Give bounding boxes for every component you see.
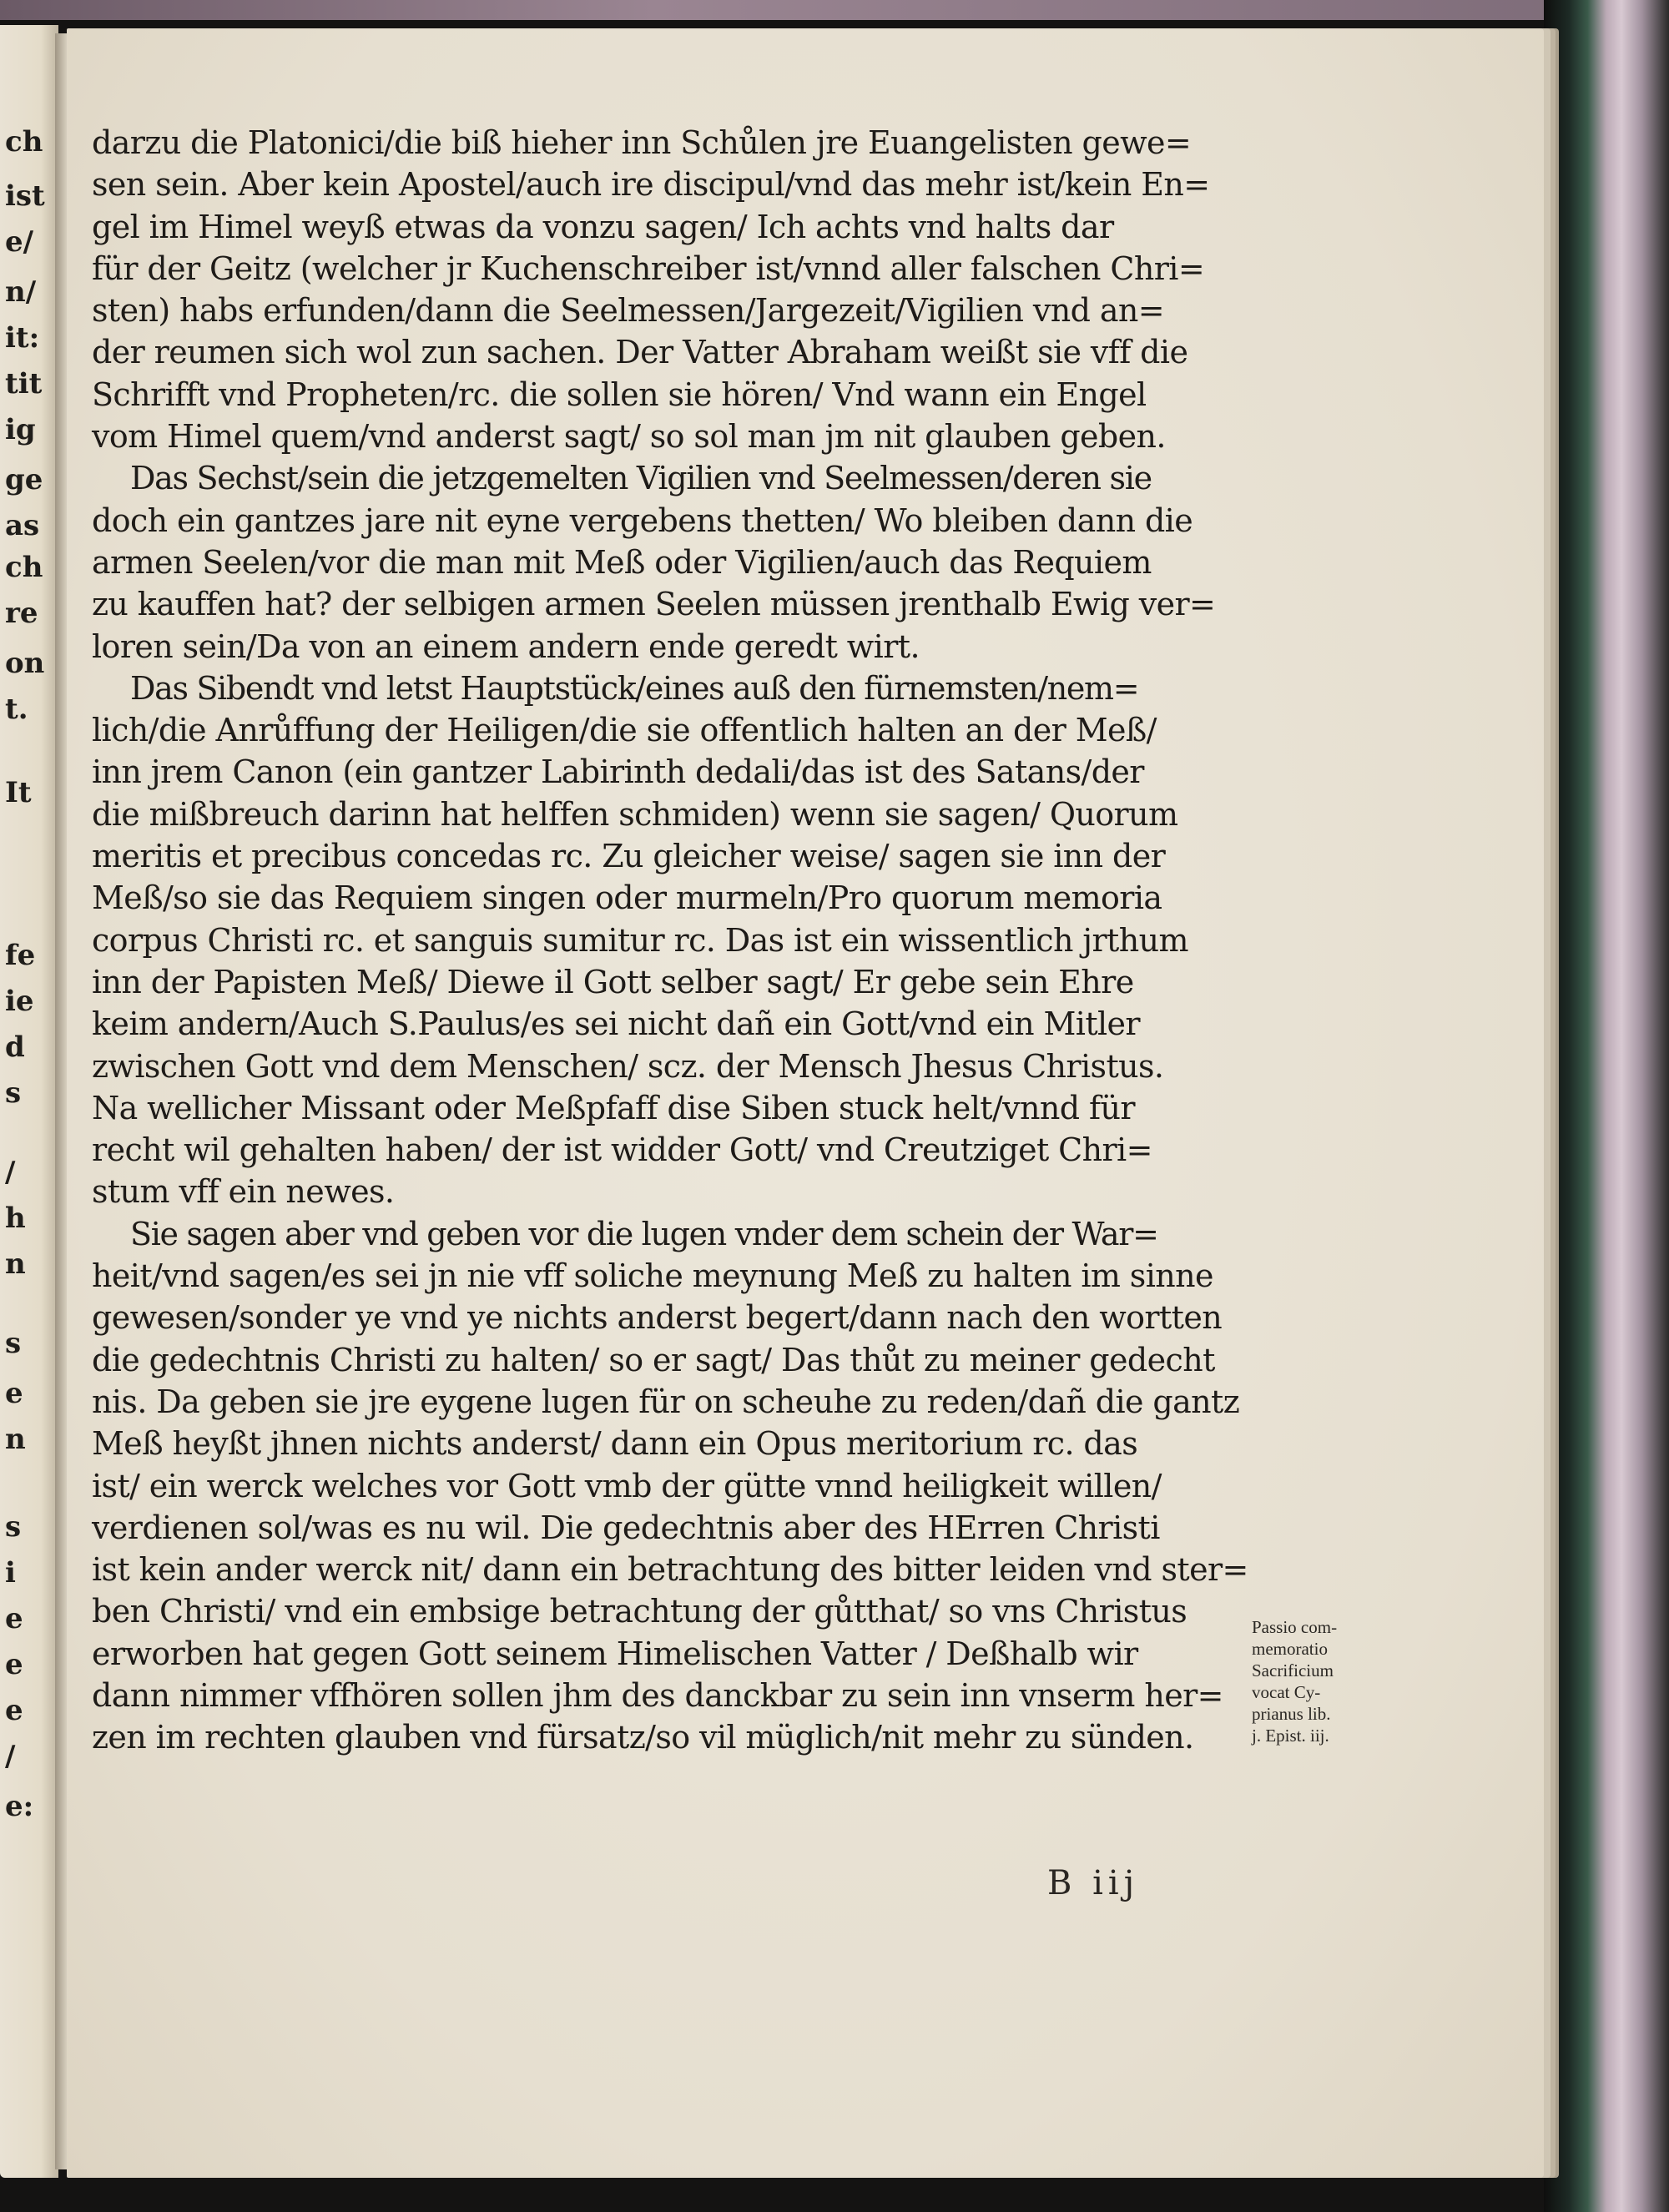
previous-page-text-fragment: e: bbox=[5, 1790, 34, 1823]
book-cover-right-edge bbox=[1544, 0, 1669, 2212]
text-line: sten) habs erfunden/dann die Seelmessen/Jargezeit/Vigilien vnd an= bbox=[92, 292, 1165, 330]
previous-page-text-fragment: i bbox=[5, 1556, 16, 1590]
margin-note-line: Sacrificium bbox=[1252, 1660, 1334, 1680]
text-line: gel im Himel weyß etwas da vonzu sagen/ Ich achts vnd halts dar bbox=[92, 208, 1114, 245]
text-line: armen Seelen/vor die man mit Meß oder Vigilien/auch das Requiem bbox=[92, 543, 1152, 581]
text-line: vom Himel quem/vnd anderst sagt/ so sol man jm nit glauben geben. bbox=[92, 418, 1166, 456]
text-line: corpus Christi rc. et sanguis sumitur rc. Das ist ein wissentlich jrthum bbox=[92, 921, 1188, 959]
previous-page-text-fragment: n/ bbox=[5, 275, 37, 309]
previous-page-text-fragment: s bbox=[5, 1327, 22, 1360]
previous-page-text-fragment: t. bbox=[5, 693, 28, 726]
text-line: der reumen sich wol zun sachen. Der Vatter Abraham weißt sie vff die bbox=[92, 334, 1188, 371]
text-line: zwischen Gott vnd dem Menschen/ scz. der Mensch Jhesus Christus. bbox=[92, 1047, 1164, 1085]
margin-note-line: prianus lib. bbox=[1252, 1704, 1331, 1724]
previous-page-text-fragment: re bbox=[5, 597, 38, 630]
text-line: inn jrem Canon (ein gantzer Labirinth dedali/das ist des Satans/der bbox=[92, 753, 1144, 791]
previous-page-text-fragment: s bbox=[5, 1510, 22, 1544]
margin-note-line: j. Epist. iij. bbox=[1252, 1726, 1329, 1746]
margin-note bbox=[1252, 1616, 1419, 1746]
text-line: dann nimmer vffhören sollen jhm des danckbar zu sein inn vnserm her= bbox=[92, 1676, 1223, 1714]
previous-page-text-fragment: on bbox=[5, 647, 45, 680]
margin-note-line: memoratio bbox=[1252, 1639, 1328, 1659]
text-line: keim andern/Auch S.Paulus/es sei nicht dañ ein Gott/vnd ein Mitler bbox=[92, 1005, 1141, 1043]
text-line: die gedechtnis Christi zu halten/ so er sagt/ Das thůt zu meiner gedecht bbox=[92, 1341, 1215, 1378]
text-line: verdienen sol/was es nu wil. Die gedechtnis aber des HErren Christi bbox=[92, 1509, 1160, 1546]
text-line: doch ein gantzes jare nit eyne vergebens thetten/ Wo bleiben dann die bbox=[92, 501, 1193, 539]
previous-page-text-fragment: fe bbox=[5, 939, 36, 972]
page-signature: B iij bbox=[1047, 1864, 1140, 1902]
text-line: Meß/so sie das Requiem singen oder murmeln/Pro quorum memoria bbox=[92, 879, 1162, 917]
previous-page-text-fragment: ch bbox=[5, 551, 43, 584]
text-line: ist/ ein werck welches vor Gott vmb der gütte vnnd heiligkeit willen/ bbox=[92, 1467, 1162, 1504]
previous-page-text-fragment: / bbox=[5, 1156, 16, 1189]
text-line: zen im rechten glauben vnd fürsatz/so vil müglich/nit mehr zu sünden. bbox=[92, 1719, 1194, 1756]
text-line: zu kauffen hat? der selbigen armen Seelen müssen jrenthalb Ewig ver= bbox=[92, 586, 1216, 623]
text-line: inn der Papisten Meß/ Diewe il Gott selber sagt/ Er gebe sein Ehre bbox=[92, 963, 1134, 1000]
text-line: erworben hat gegen Gott seinem Himelischen Vatter / Deßhalb wir bbox=[92, 1635, 1138, 1672]
previous-page-text-fragment: / bbox=[5, 1740, 16, 1773]
previous-page-text-fragment: ist bbox=[5, 179, 45, 213]
text-line: Schrifft vnd Propheten/rc. die sollen sie hören/ Vnd wann ein Engel bbox=[92, 375, 1147, 413]
book-page bbox=[67, 28, 1544, 2178]
previous-page-text-fragment: d bbox=[5, 1030, 25, 1064]
previous-page-text-fragment: ie bbox=[5, 985, 34, 1018]
text-line: Sie sagen aber vnd geben vor die lugen vnder dem schein der War= bbox=[130, 1215, 1158, 1252]
book-cover-top-edge bbox=[0, 0, 1636, 20]
previous-page-text-fragment: n bbox=[5, 1423, 26, 1456]
previous-page-text-fragment: e/ bbox=[5, 225, 34, 259]
text-line: für der Geitz (welcher jr Kuchenschreiber ist/vnnd aller falschen Chri= bbox=[92, 249, 1205, 287]
text-line: darzu die Platonici/die biß hieher inn Schůlen jre Euangelisten gewe= bbox=[92, 124, 1192, 161]
previous-page-text-fragment: it: bbox=[5, 321, 40, 355]
text-line: loren sein/Da von an einem andern ende geredt wirt. bbox=[92, 627, 920, 665]
text-line: die mißbreuch darinn hat helffen schmiden) wenn sie sagen/ Quorum bbox=[92, 795, 1178, 833]
page-body-text bbox=[92, 122, 1320, 1759]
text-line: heit/vnd sagen/es sei jn nie vff soliche meynung Meß zu halten im sinne bbox=[92, 1257, 1213, 1295]
text-line: stum vff ein newes. bbox=[92, 1173, 395, 1211]
text-line: sen sein. Aber kein Apostel/auch ire discipul/vnd das mehr ist/kein En= bbox=[92, 166, 1210, 204]
margin-note-line: Passio com- bbox=[1252, 1617, 1338, 1637]
previous-page-edge bbox=[0, 25, 58, 2178]
text-line: Das Sibendt vnd letst Hauptstück/eines auß den fürnemsten/nem= bbox=[130, 669, 1139, 707]
previous-page-text-fragment: ig bbox=[5, 413, 36, 446]
text-line: Das Sechst/sein die jetzgemelten Vigilien vnd Seelmessen/deren sie bbox=[130, 460, 1152, 497]
text-line: ben Christi/ vnd ein embsige betrachtung der gůtthat/ so vns Christus bbox=[92, 1593, 1187, 1630]
previous-page-text-fragment: n bbox=[5, 1247, 26, 1281]
previous-page-text-fragment: e bbox=[5, 1602, 23, 1635]
previous-page-text-fragment: s bbox=[5, 1076, 22, 1110]
previous-page-text-fragment: ge bbox=[5, 463, 43, 496]
text-line: Na wellicher Missant oder Meßpfaff dise Siben stuck helt/vnnd für bbox=[92, 1089, 1135, 1126]
text-line: lich/die Anrůffung der Heiligen/die sie offentlich halten an der Meß/ bbox=[92, 712, 1157, 749]
previous-page-text-fragment: h bbox=[5, 1202, 26, 1235]
previous-page-text-fragment: It bbox=[5, 776, 32, 809]
text-line: ist kein ander werck nit/ dann ein betrachtung des bitter leiden vnd ster= bbox=[92, 1551, 1248, 1589]
previous-page-text-fragment: as bbox=[5, 509, 40, 542]
previous-page-text-fragment: e bbox=[5, 1694, 23, 1727]
text-line: Meß heyßt jhnen nichts anderst/ dann ein Opus meritorium rc. das bbox=[92, 1425, 1138, 1463]
margin-note-line: vocat Cy- bbox=[1252, 1682, 1321, 1702]
previous-page-text-fragment: e bbox=[5, 1648, 23, 1681]
text-line: nis. Da geben sie jre eygene lugen für on scheuhe zu reden/dañ die gantz bbox=[92, 1383, 1240, 1420]
previous-page-text-fragment: e bbox=[5, 1377, 23, 1410]
previous-page-text-fragment: tit bbox=[5, 367, 43, 401]
text-line: gewesen/sonder ye vnd ye nichts anderst begert/dann nach den wortten bbox=[92, 1299, 1223, 1337]
text-line: meritis et precibus concedas rc. Zu gleicher weise/ sagen sie inn der bbox=[92, 838, 1166, 875]
text-line: recht wil gehalten haben/ der ist widder Gott/ vnd Creutziget Chri= bbox=[92, 1131, 1152, 1169]
previous-page-text-fragment: ch bbox=[5, 125, 43, 159]
